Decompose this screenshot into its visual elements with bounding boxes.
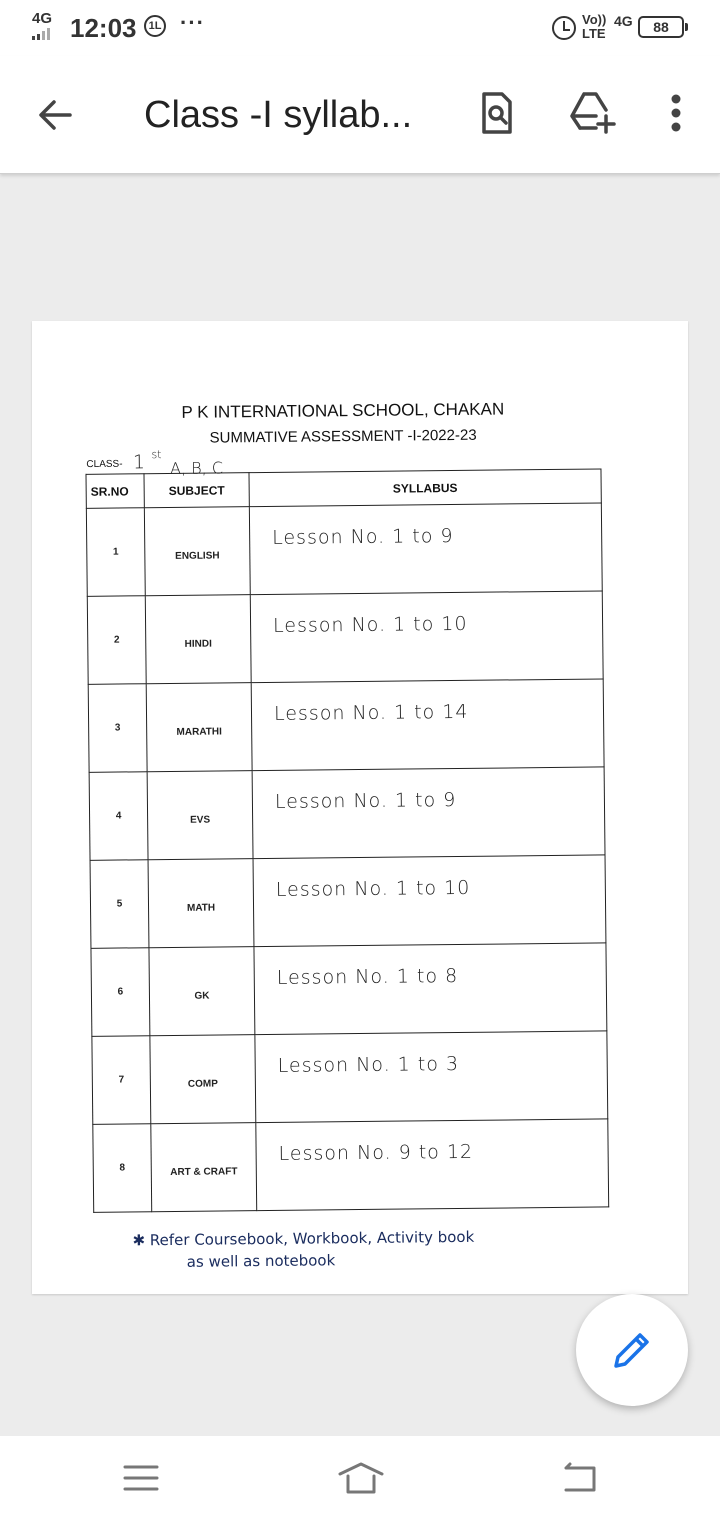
exam-title: SUMMATIVE ASSESSMENT -I-2022-23 <box>209 426 477 447</box>
menu-lines-icon <box>116 1458 166 1498</box>
row-syllabus: Lesson No. 1 to 10 <box>253 855 606 947</box>
row-sr: 8 <box>93 1124 152 1213</box>
system-nav-bar <box>0 1436 720 1520</box>
row-syllabus: Lesson No. 1 to 8 <box>254 943 607 1035</box>
back-nav-icon <box>556 1458 606 1498</box>
find-in-document-button[interactable] <box>472 88 522 138</box>
class-sections: A, B, C <box>169 458 224 478</box>
row-subject: GK <box>149 947 255 1036</box>
row-sr: 1 <box>86 508 145 597</box>
network-type: 4G <box>32 10 53 27</box>
volte-indicator <box>582 13 606 41</box>
battery-icon: 88 <box>638 16 684 38</box>
table-row <box>87 591 603 684</box>
row-syllabus: Lesson No. 1 to 9 <box>252 767 605 859</box>
more-options-button[interactable] <box>656 88 696 138</box>
footnote-line-2: as well as notebook <box>186 1251 336 1271</box>
row-syllabus: Lesson No. 1 to 10 <box>250 591 603 683</box>
pencil-icon <box>610 1328 654 1372</box>
more-notifications-icon: ··· <box>180 10 205 35</box>
row-subject: EVS <box>147 771 253 860</box>
syllabus-table <box>85 468 609 1212</box>
class-number: 1 <box>132 451 146 474</box>
more-vert-icon <box>656 88 696 138</box>
class-suffix: st <box>151 448 162 462</box>
footnote <box>132 1226 474 1274</box>
page-title: Class -I syllab... <box>144 94 413 136</box>
recent-apps-button[interactable] <box>116 1458 166 1498</box>
status-bar <box>0 0 720 56</box>
volte-top: Vo)) <box>582 12 607 27</box>
row-sr: 7 <box>92 1036 151 1125</box>
table-row <box>91 943 607 1036</box>
alarm-icon <box>552 16 576 40</box>
add-to-drive-icon <box>566 88 618 138</box>
row-sr: 3 <box>88 684 147 773</box>
header-subject: SUBJECT <box>144 473 249 508</box>
header-sr-no: SR.NO <box>86 474 144 509</box>
back-button[interactable] <box>30 90 80 140</box>
row-subject: ART & CRAFT <box>151 1123 257 1212</box>
volte-bottom: LTE <box>582 26 606 41</box>
table-row <box>93 1119 609 1212</box>
search-doc-icon <box>472 88 522 138</box>
document-content <box>27 318 693 1298</box>
signal-bars-icon <box>32 28 52 40</box>
home-button[interactable] <box>336 1458 386 1498</box>
app-bar <box>0 56 720 174</box>
row-sr: 4 <box>89 772 148 861</box>
row-syllabus: Lesson No. 1 to 14 <box>251 679 604 771</box>
class-label: CLASS- <box>86 458 123 471</box>
table-row <box>89 767 605 860</box>
table-header-row <box>86 469 601 508</box>
class-line <box>86 448 224 478</box>
row-subject: MATH <box>148 859 254 948</box>
school-name: P K INTERNATIONAL SCHOOL, CHAKAN <box>181 399 505 422</box>
home-icon <box>336 1458 386 1498</box>
table-row <box>88 679 604 772</box>
notification-icon: 1L <box>144 15 166 37</box>
row-syllabus: Lesson No. 1 to 3 <box>255 1031 608 1123</box>
row-subject: HINDI <box>145 595 251 684</box>
arrow-left-icon <box>30 90 80 140</box>
footnote-line-1: ✱ Refer Coursebook, Workbook, Activity book <box>132 1227 475 1250</box>
back-nav-button[interactable] <box>556 1458 606 1498</box>
row-syllabus: Lesson No. 9 to 12 <box>256 1119 609 1211</box>
table-row <box>92 1031 608 1124</box>
row-sr: 2 <box>87 596 146 685</box>
signal-indicator <box>32 12 52 40</box>
edit-fab-button[interactable] <box>576 1294 688 1406</box>
row-syllabus: Lesson No. 1 to 9 <box>249 503 602 595</box>
row-subject: ENGLISH <box>144 507 250 596</box>
add-to-drive-button[interactable] <box>566 88 618 138</box>
table-row <box>86 503 602 596</box>
row-subject: MARATHI <box>146 683 252 772</box>
row-subject: COMP <box>150 1035 256 1124</box>
row-sr: 6 <box>91 948 150 1037</box>
table-row <box>90 855 606 948</box>
network-type-right: 4G <box>614 13 633 29</box>
row-sr: 5 <box>90 860 149 949</box>
clock: 12:03 <box>70 13 137 43</box>
document-page[interactable] <box>32 321 688 1294</box>
header-syllabus: SYLLABUS <box>249 469 601 507</box>
